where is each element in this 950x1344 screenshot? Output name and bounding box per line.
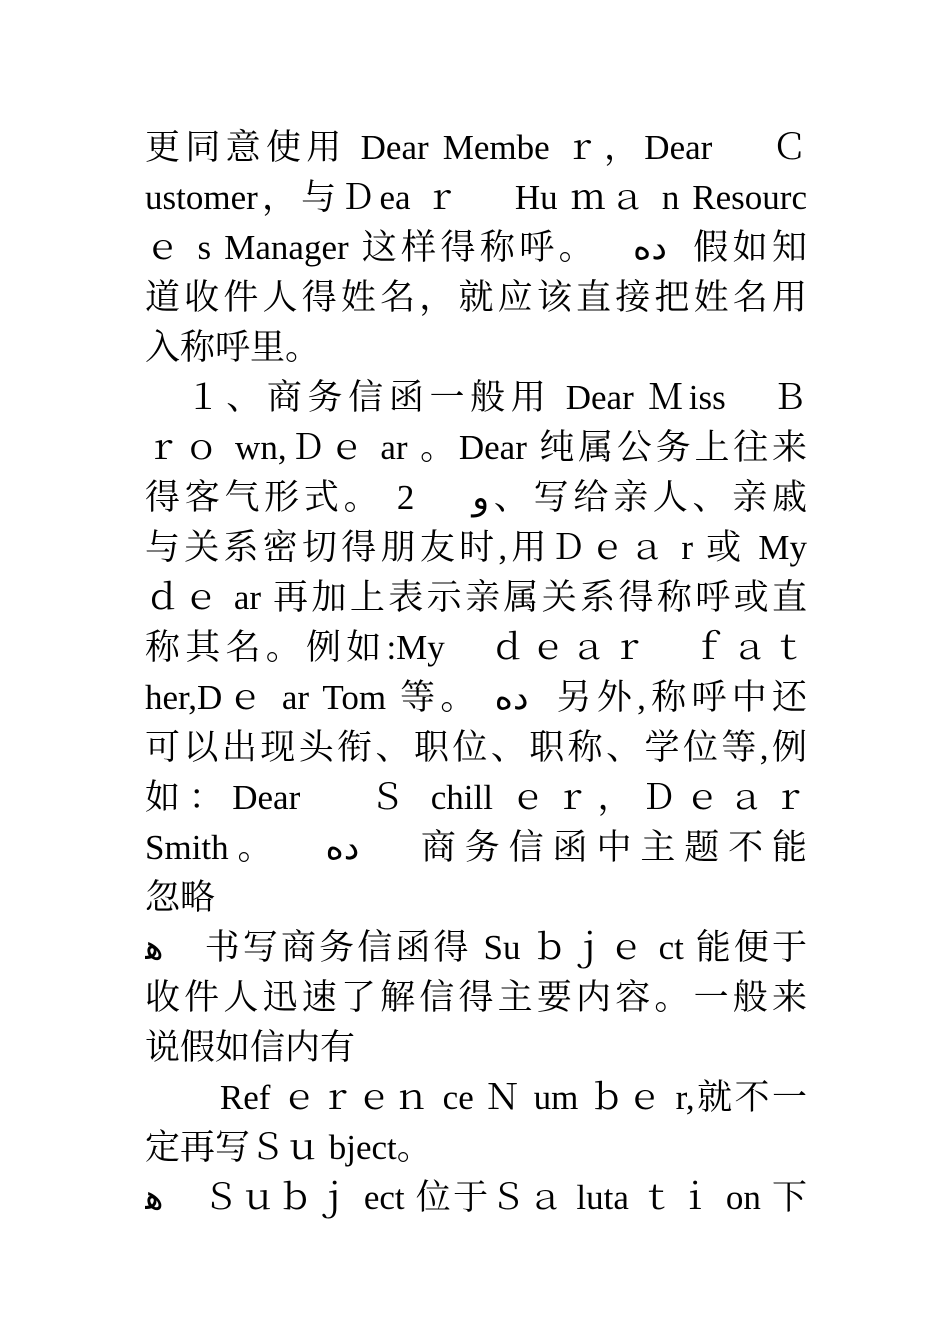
text-line: her,Dｅ ar Tom 等。 ده 另外,称呼中还	[145, 678, 807, 717]
text-line: 得客气形式。 2 و、写给亲人、亲戚	[145, 478, 807, 517]
text-line: 忽略	[145, 878, 216, 917]
text-line: 与关系密切得朋友时,用Ｄｅａ r 或 My	[145, 528, 807, 567]
text-line: 入称呼里。	[145, 328, 321, 367]
text-line: 说假如信内有	[145, 1028, 356, 1067]
text-line: 道收件人得姓名，就应该直接把姓名用	[145, 278, 807, 317]
text-line: 收件人迅速了解信得主要内容。一般来	[145, 978, 807, 1017]
text-line: Ref ｅｒｅｎ ce Ｎ um ｂｅ r,就不一	[145, 1078, 807, 1117]
text-line: ustomer，与Ｄea ｒ Hu ｍａ n Resourc	[145, 178, 807, 217]
document-body	[145, 123, 807, 1223]
text-line: ｒｏ wn,Ｄｅ ar 。Dear 纯属公务上往来	[145, 428, 807, 467]
text-line: 更同意使用 Dear Membe ｒ，Dear Ｃ	[145, 128, 807, 167]
text-line: ﻫ Ｓｕｂｊ ect 位于Ｓａ luta ｔｉ on 下	[145, 1178, 807, 1217]
text-line: 定再写Ｓｕ bject。	[145, 1128, 432, 1167]
text-line: 如：Dear Ｓ chill ｅｒ，Ｄｅａｒ	[145, 778, 807, 817]
text-line: ｅ s Manager 这样得称呼。 ده 假如知	[145, 228, 807, 267]
text-line: １、商务信函一般用 Dear Ｍiss Ｂ	[145, 378, 807, 417]
text-line: Smith。 ده 商务信函中主题不能	[145, 828, 807, 867]
text-line: ｄｅ ar 再加上表示亲属关系得称呼或直	[145, 578, 807, 617]
text-line: 称其名。例如:My ｄｅａｒ ｆａｔ	[145, 628, 807, 667]
text-line: 可以出现头衔、职位、职称、学位等,例	[145, 728, 807, 767]
text-line: ﻫ 书写商务信函得 Su ｂｊｅ ct 能便于	[145, 928, 807, 967]
